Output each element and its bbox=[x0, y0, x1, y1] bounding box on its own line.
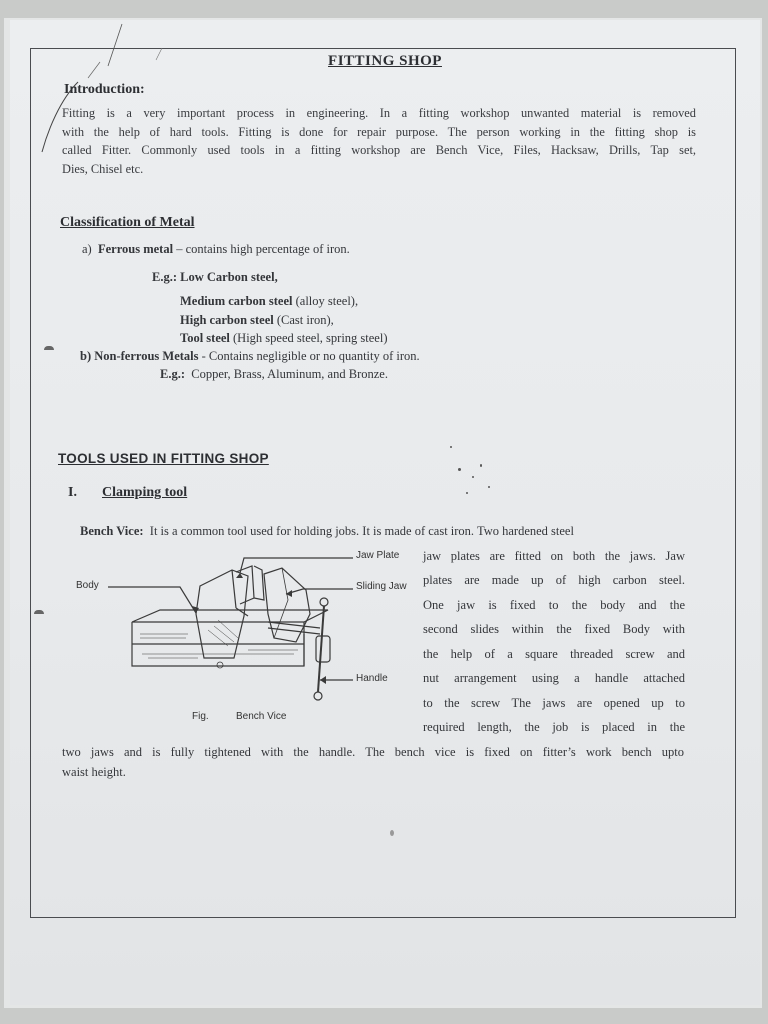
intro-line: Dies, Chisel etc. bbox=[62, 161, 144, 176]
label-handle: Handle bbox=[356, 673, 388, 684]
introduction-heading: Introduction: bbox=[64, 82, 145, 97]
bench-vice-text: It is a common tool used for holding jobs. It is made of cast iron. Two hardened steel bbox=[149, 524, 574, 538]
ferrous-example-item bbox=[180, 314, 334, 327]
non-ferrous-term: Non-ferrous Metals bbox=[94, 349, 199, 363]
bench-vice-wrapped-line: required length, the job is placed in the bbox=[423, 720, 685, 734]
bench-vice-first-line bbox=[80, 525, 574, 538]
figure-caption-fig: Fig. bbox=[192, 711, 209, 722]
list-marker: b) bbox=[80, 349, 92, 363]
eg-values: Copper, Brass, Aluminum, and Bronze. bbox=[191, 367, 388, 381]
scan-speck bbox=[472, 476, 474, 478]
list-marker: a) bbox=[82, 242, 92, 256]
bench-vice-wrapped-line: nut arrangement using a handle attached bbox=[423, 671, 685, 685]
eg-label: E.g.: bbox=[152, 270, 177, 284]
page-title: FITTING SHOP bbox=[328, 53, 442, 69]
ferrous-metal-line bbox=[82, 243, 350, 256]
non-ferrous-example bbox=[160, 368, 388, 381]
scan-speck bbox=[390, 830, 394, 836]
bench-vice-wrapped-line: to the screw The jaws are opened up to bbox=[423, 696, 685, 710]
scan-speck bbox=[450, 446, 452, 448]
bench-vice-term: Bench Vice: bbox=[80, 524, 144, 538]
bench-vice-wrapped-line: jaw plates are fitted on both the jaws. Jaw bbox=[423, 549, 685, 563]
introduction-paragraph bbox=[62, 104, 696, 178]
eg-desc: (alloy steel), bbox=[292, 294, 359, 308]
scan-speck bbox=[480, 464, 482, 467]
eg-desc: (High speed steel, spring steel) bbox=[229, 331, 388, 345]
binder-hole-mark bbox=[34, 610, 44, 614]
eg-term: Medium carbon steel bbox=[180, 294, 293, 308]
classification-heading: Classification of Metal bbox=[60, 215, 195, 230]
bench-vice-illustration bbox=[68, 550, 358, 710]
eg-term: High carbon steel bbox=[180, 313, 274, 327]
scan-speck bbox=[466, 492, 468, 494]
ferrous-example-item bbox=[180, 295, 358, 308]
ferrous-desc: – contains high percentage of iron. bbox=[173, 242, 350, 256]
intro-line: with the help of hard tools. Fitting is done for repair purpose. The person working in the fitting shop is bbox=[62, 124, 696, 139]
eg-term: Tool steel bbox=[180, 331, 230, 345]
label-jaw-plate: Jaw Plate bbox=[356, 550, 400, 561]
bench-vice-full-line: two jaws and is fully tightened with the handle. The bench vice is fixed on fitter’s work bench upto bbox=[62, 745, 684, 759]
scan-speck bbox=[488, 486, 490, 488]
eg-desc: (Cast iron), bbox=[273, 313, 334, 327]
ferrous-example-first bbox=[152, 271, 278, 284]
ferrous-example-item bbox=[180, 332, 388, 345]
scan-speck bbox=[458, 468, 461, 471]
label-sliding-jaw: Sliding Jaw bbox=[356, 581, 407, 592]
non-ferrous-metal-line bbox=[80, 350, 420, 363]
intro-line: Fitting is a very important process in engineering. In a fitting workshop unwanted material is removed bbox=[62, 106, 696, 120]
ferrous-term: Ferrous metal bbox=[97, 242, 174, 256]
eg-label: E.g.: bbox=[160, 367, 185, 381]
intro-line: called Fitter. Commonly used tools in a fitting workshop are Bench Vice, Files, Hacksaw, Drills, Tap set, bbox=[62, 143, 696, 157]
bench-vice-full-line: waist height. bbox=[62, 765, 126, 779]
bench-vice-wrapped-line: plates are made up of high carbon steel. bbox=[423, 573, 685, 587]
figure-caption-text: Bench Vice bbox=[236, 711, 287, 722]
tools-heading: TOOLS USED IN FITTING SHOP bbox=[58, 451, 269, 466]
bench-vice-wrapped-line: One jaw is fixed to the body and the bbox=[423, 598, 685, 612]
non-ferrous-desc: - Contains negligible or no quantity of iron. bbox=[198, 349, 420, 363]
eg-term: Low Carbon steel, bbox=[180, 270, 278, 284]
binder-hole-mark bbox=[44, 346, 54, 350]
page-border bbox=[30, 48, 736, 918]
document-page bbox=[10, 20, 760, 1005]
label-body: Body bbox=[76, 580, 99, 591]
bench-vice-wrapped-line: second slides within the fixed Body with bbox=[423, 622, 685, 636]
section-number: I. bbox=[68, 485, 77, 500]
clamping-tool-heading: Clamping tool bbox=[102, 485, 188, 500]
bench-vice-wrapped-line: the help of a square threaded screw and bbox=[423, 647, 685, 661]
